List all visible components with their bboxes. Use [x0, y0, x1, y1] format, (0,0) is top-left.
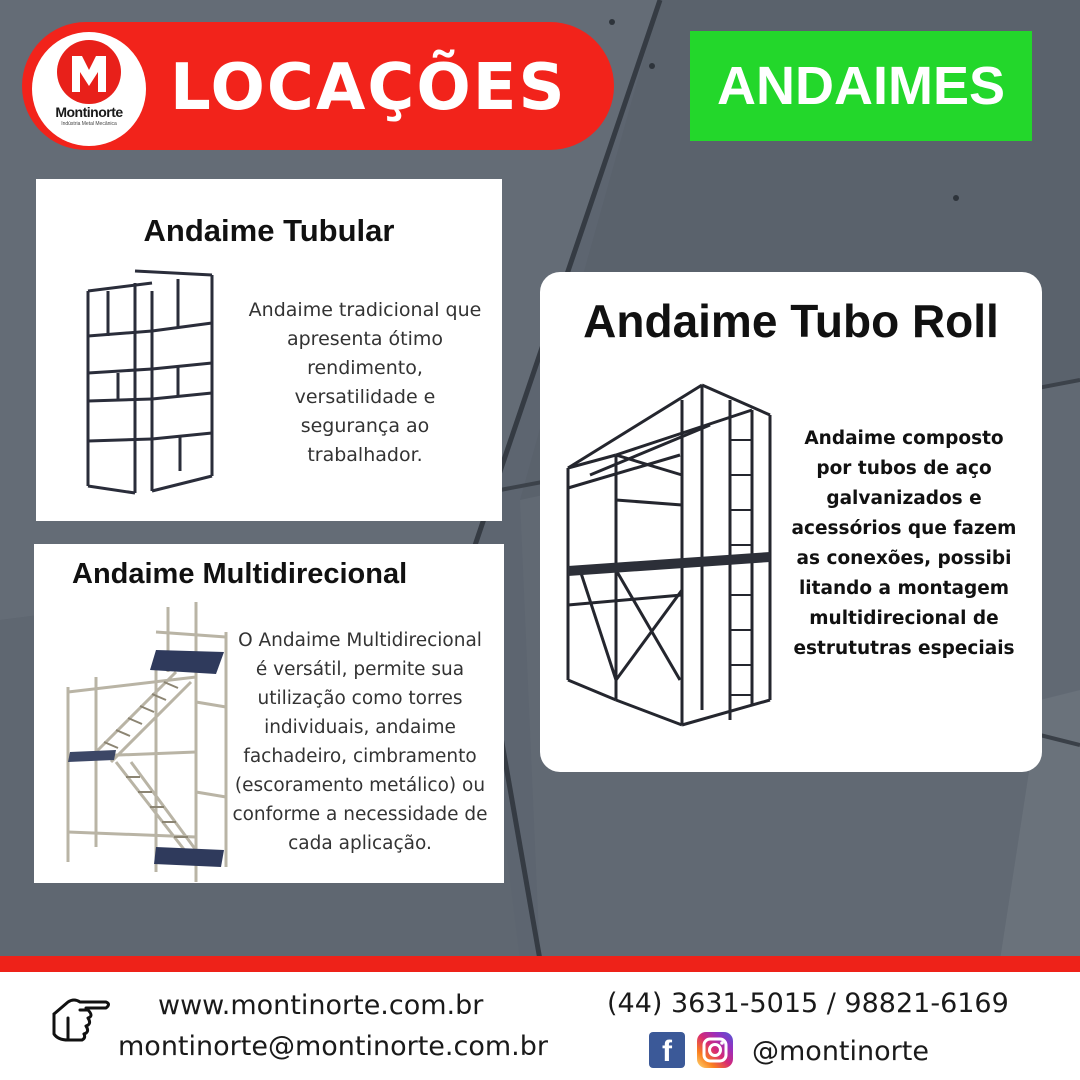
- social-handle[interactable]: @montinorte: [752, 1036, 929, 1067]
- desc-line: conforme a necessidade de: [232, 804, 488, 825]
- brand-name: Montinorte: [55, 104, 123, 120]
- desc-line: segurança ao: [300, 415, 430, 437]
- pointing-hand-icon: [50, 990, 114, 1046]
- logo-m-icon: [32, 32, 146, 146]
- multidirectional-scaffold-image: [56, 592, 238, 882]
- product-description: [778, 424, 1030, 664]
- desc-line: Andaime composto: [804, 428, 1004, 449]
- product-description: [222, 626, 498, 858]
- brand-logo: [32, 32, 146, 146]
- desc-line: utilização como torres: [257, 688, 463, 709]
- instagram-icon[interactable]: [697, 1032, 733, 1068]
- product-card-multidirecional: [34, 544, 504, 883]
- product-title: Andaime Tubular: [143, 213, 395, 248]
- tubular-scaffold-image: [80, 261, 220, 501]
- brand-tagline: Indústria Metal Mecânica: [61, 121, 117, 127]
- desc-line: estrututras especiais: [793, 638, 1015, 659]
- desc-line: fachadeiro, cimbramento: [243, 746, 477, 767]
- desc-line: é versátil, permite sua: [255, 659, 465, 680]
- product-card-tubular: [36, 179, 502, 521]
- desc-line: Andaime tradicional que: [248, 299, 482, 321]
- category-badge: [690, 31, 1032, 141]
- category-label: ANDAIMES: [716, 56, 1005, 116]
- desc-line: acessórios que fazem: [791, 518, 1017, 539]
- desc-line: trabalhador.: [307, 444, 423, 466]
- tubo-roll-scaffold-image: [560, 380, 782, 752]
- email-link[interactable]: montinorte@montinorte.com.br: [118, 1031, 548, 1062]
- footer-divider: [0, 956, 1080, 972]
- desc-line: litando a montagem: [798, 578, 1010, 599]
- facebook-letter: f: [662, 1035, 672, 1068]
- facebook-icon[interactable]: [649, 1032, 685, 1068]
- product-title: Andaime Multidirecional: [72, 558, 408, 590]
- desc-line: por tubos de aço: [816, 458, 992, 479]
- desc-line: apresenta ótimo: [286, 328, 444, 350]
- desc-line: individuais, andaime: [264, 717, 456, 738]
- page-title: LOCAÇÕES: [170, 51, 567, 125]
- product-description: [236, 296, 494, 470]
- desc-line: as conexões, possibi: [796, 548, 1012, 569]
- desc-line: multidirecional de: [809, 608, 999, 629]
- product-card-tubo-roll: [540, 272, 1042, 772]
- desc-line: galvanizados e: [826, 488, 982, 509]
- instagram-glyph: [697, 1032, 733, 1068]
- desc-line: O Andaime Multidirecional: [238, 630, 482, 651]
- phone-numbers: (44) 3631-5015 / 98821-6169: [607, 988, 1009, 1019]
- desc-line: rendimento,: [307, 357, 423, 379]
- product-title: Andaime Tubo Roll: [583, 295, 999, 347]
- desc-line: cada aplicação.: [288, 833, 432, 854]
- desc-line: (escoramento metálico) ou: [234, 775, 486, 796]
- desc-line: versatilidade e: [294, 386, 436, 408]
- website-link[interactable]: www.montinorte.com.br: [158, 990, 484, 1021]
